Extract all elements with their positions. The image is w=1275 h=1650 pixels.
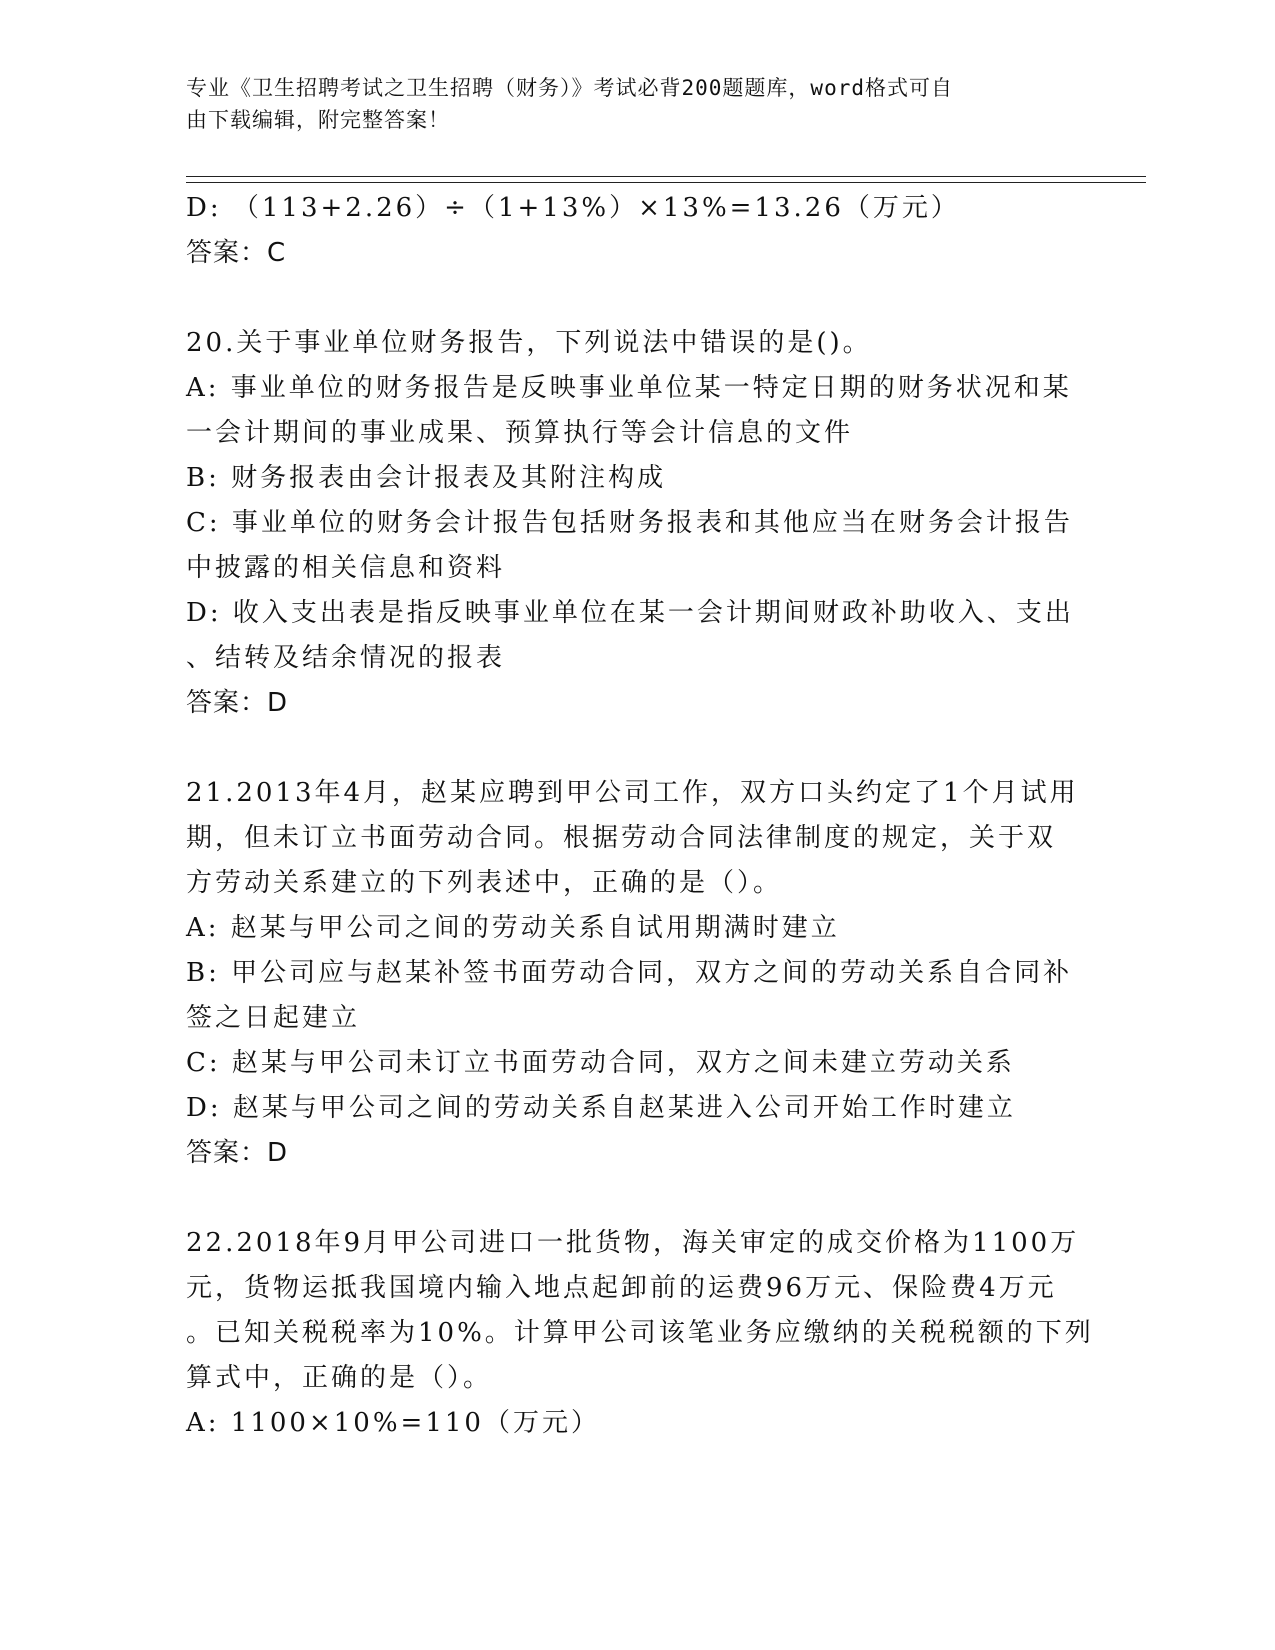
question-stem-cont: 元，货物运抵我国境内输入地点起卸前的运费96万元、保险费4万元 (186, 1273, 1057, 1303)
document-body (186, 186, 1116, 1446)
option-d-cont: 、结转及结余情况的报表 (186, 643, 506, 673)
option-c-cont: 中披露的相关信息和资料 (186, 553, 506, 583)
question-stem-cont: 期，但未订立书面劳动合同。根据劳动合同法律制度的规定，关于双 (186, 823, 1057, 853)
option-a-cont: 一会计期间的事业成果、预算执行等会计信息的文件 (186, 418, 854, 448)
option-a: A: 1100×10%=110（万元） (186, 1408, 600, 1438)
option-b: B: 甲公司应与赵某补签书面劳动合同，双方之间的劳动关系自合同补 (186, 958, 1073, 988)
previous-question (186, 186, 1116, 276)
option-b: B: 财务报表由会计报表及其附注构成 (186, 463, 667, 493)
option-b-cont: 签之日起建立 (186, 1003, 361, 1033)
spacer (186, 726, 1116, 771)
answer: 答案：D (186, 1138, 289, 1168)
option-a: A: 事业单位的财务报告是反映事业单位某一特定日期的财务状况和某 (186, 373, 1072, 403)
option-d: D: 收入支出表是指反映事业单位在某一会计期间财政补助收入、支出 (186, 598, 1074, 628)
option-a: A: 赵某与甲公司之间的劳动关系自试用期满时建立 (186, 913, 840, 943)
question-21 (186, 771, 1116, 1176)
header-title-line-2: 由下载编辑，附完整答案！ (186, 108, 450, 132)
question-stem: 22.2018年9月甲公司进口一批货物，海关审定的成交价格为1100万 (186, 1228, 1080, 1258)
question-stem: 20.关于事业单位财务报告，下列说法中错误的是()。 (186, 328, 872, 358)
answer: 答案：C (186, 238, 287, 268)
question-22 (186, 1221, 1116, 1446)
question-stem-cont: 算式中，正确的是（）。 (186, 1363, 493, 1393)
spacer (186, 276, 1116, 321)
option-d: D: （113+2.26）÷（1+13%）×13%=13.26（万元） (186, 193, 960, 223)
document-header (186, 72, 1066, 136)
header-title-line-1: 专业《卫生招聘考试之卫生招聘（财务）》考试必背200题题库，word格式可自 (186, 76, 953, 100)
header-rule-top (186, 176, 1146, 177)
option-d: D: 赵某与甲公司之间的劳动关系自赵某进入公司开始工作时建立 (186, 1093, 1016, 1123)
answer: 答案：D (186, 688, 289, 718)
question-20 (186, 321, 1116, 726)
question-stem: 21.2013年4月，赵某应聘到甲公司工作，双方口头约定了1个月试用 (186, 778, 1079, 808)
question-stem-cont: 方劳动关系建立的下列表述中，正确的是（）。 (186, 868, 783, 898)
header-rule-bottom (186, 182, 1146, 183)
option-c: C: 赵某与甲公司未订立书面劳动合同，双方之间未建立劳动关系 (186, 1048, 1015, 1078)
question-stem-cont: 。已知关税税率为10%。计算甲公司该笔业务应缴纳的关税税额的下列 (186, 1318, 1094, 1348)
option-c: C: 事业单位的财务会计报告包括财务报表和其他应当在财务会计报告 (186, 508, 1073, 538)
spacer (186, 1176, 1116, 1221)
